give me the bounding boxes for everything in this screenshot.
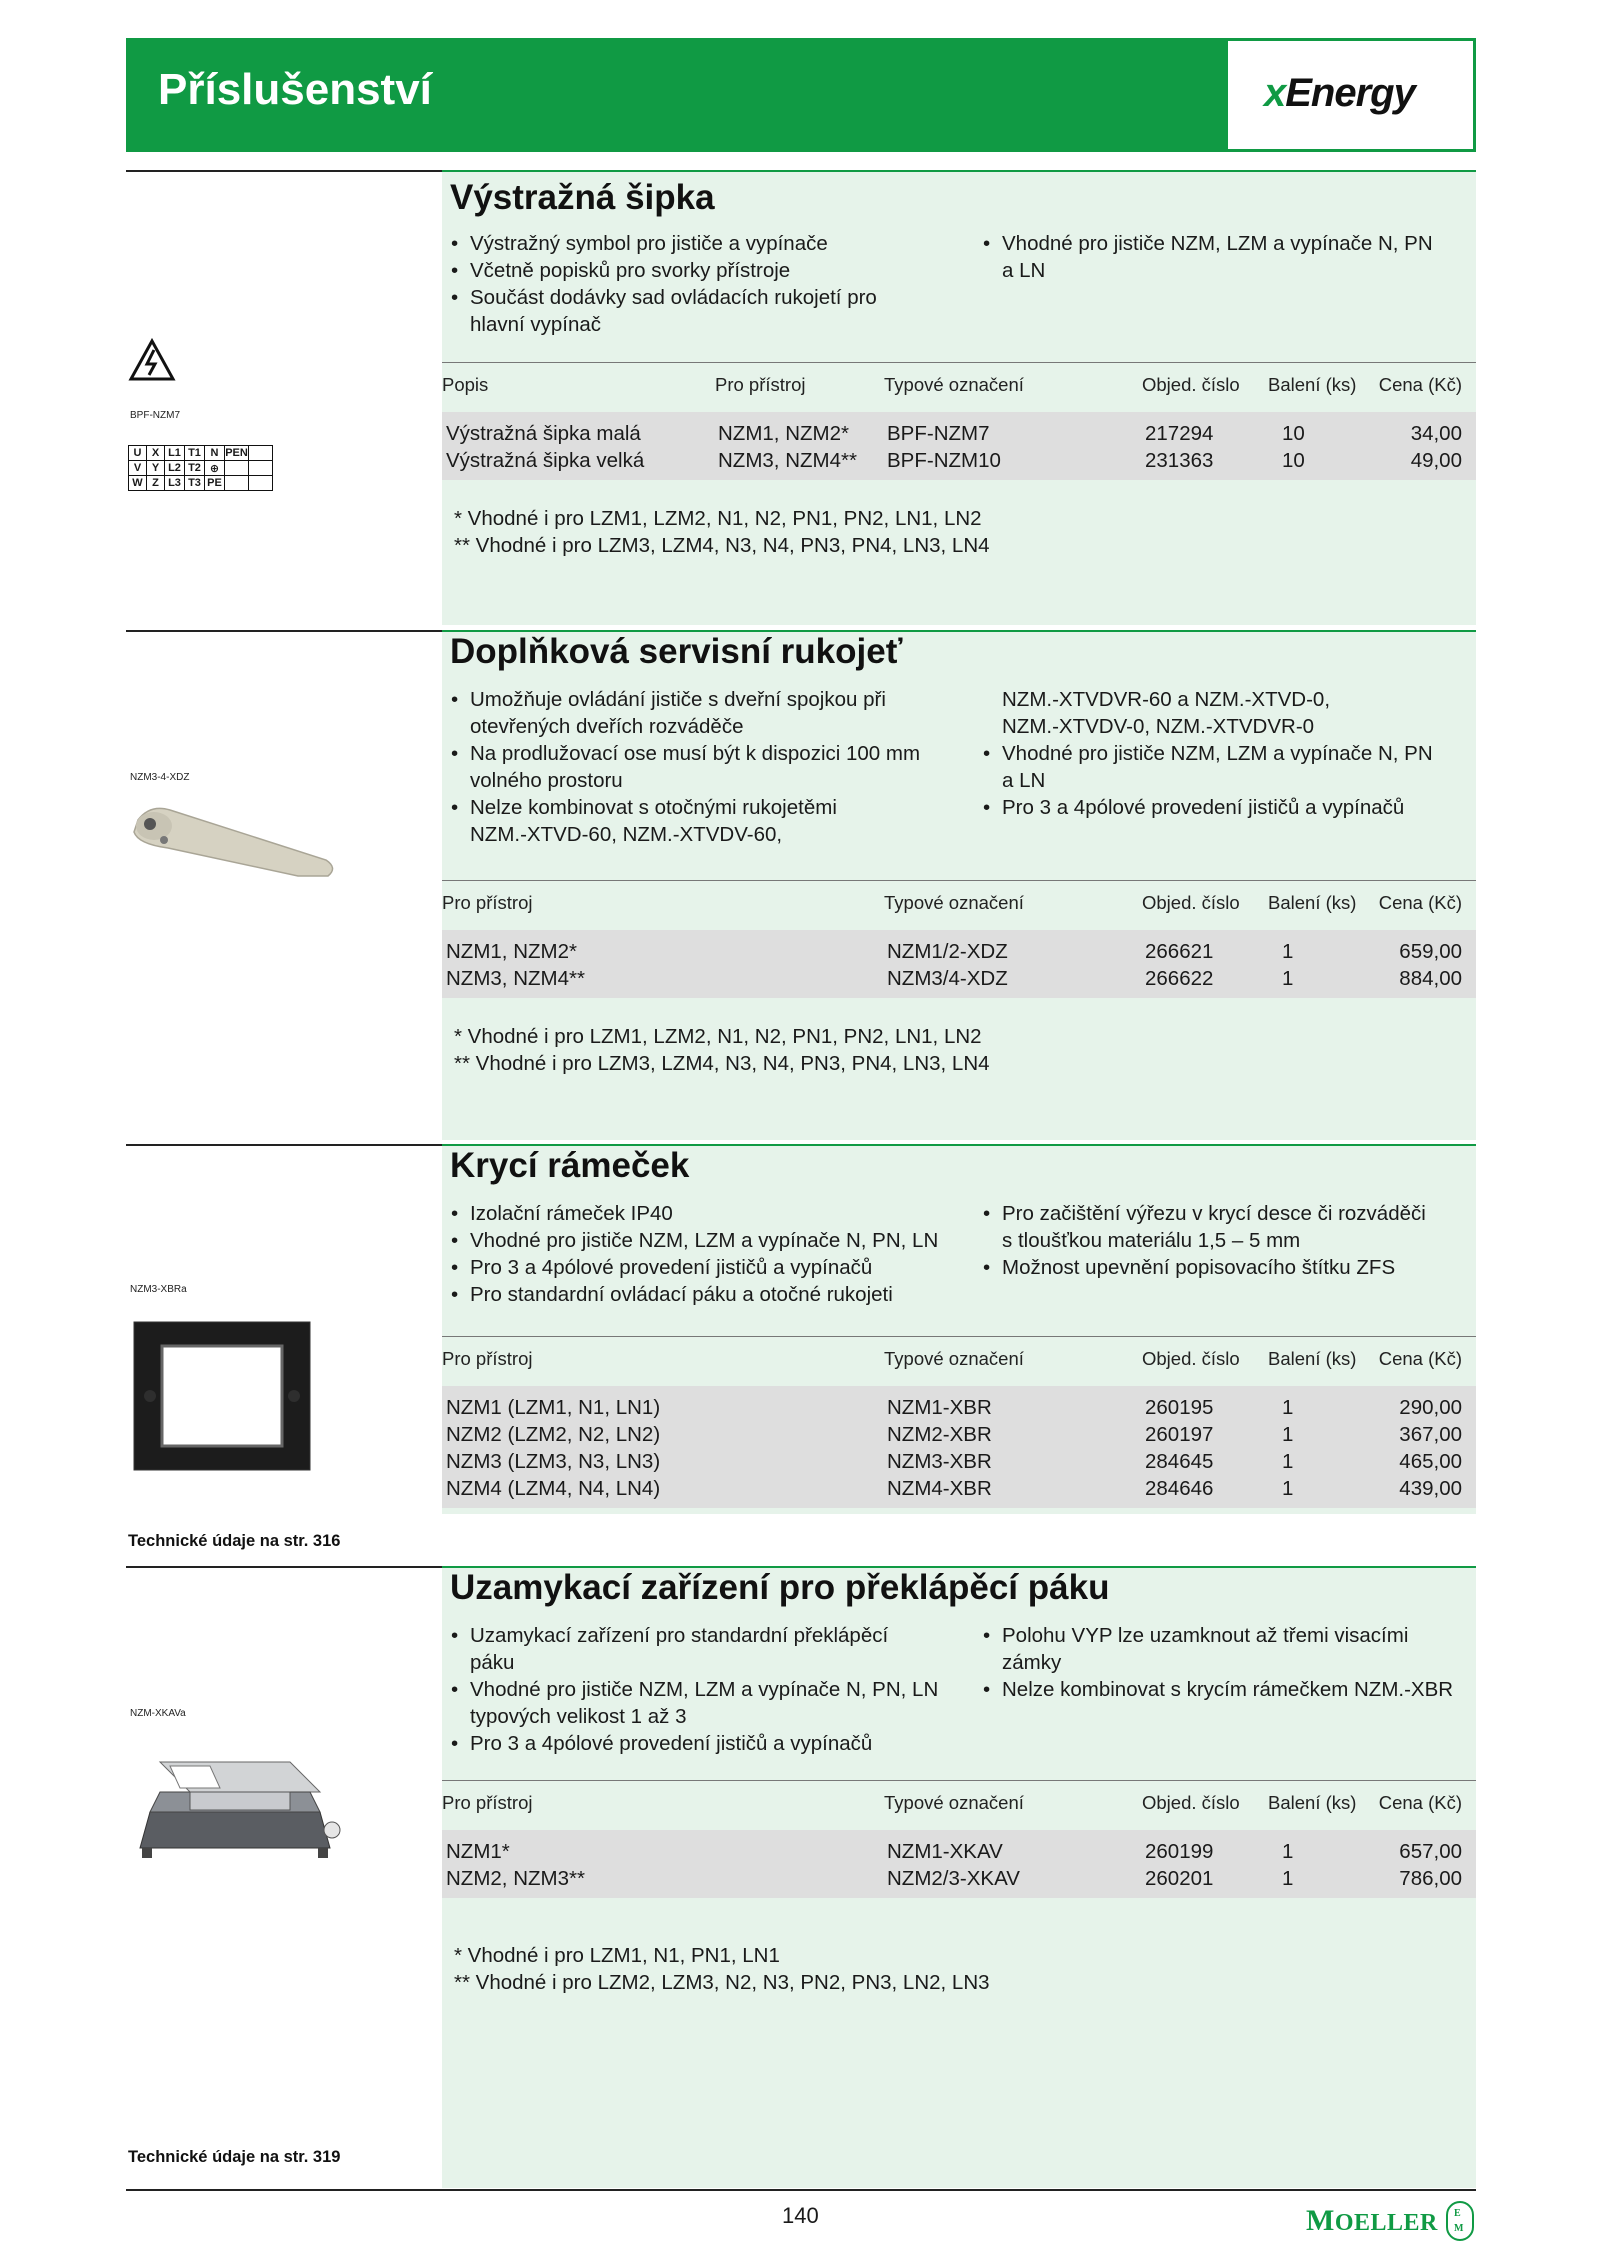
table-row: NZM2 (LZM2, N2, LN2) NZM2-XBR 260197 1 367,00 <box>446 1423 1462 1446</box>
footnotes: * Vhodné i pro LZM1, N1, PN1, LN1 ** Vhodné i pro LZM2, LZM3, N2, N3, PN2, PN3, LN2, LN3 <box>454 1944 990 1994</box>
table-header: Pro přístroj Typové označení Objed. číslo Balení (ks) Cena (Kč) <box>442 892 1462 913</box>
xenergy-logo <box>1228 41 1473 149</box>
table-row: NZM1, NZM2* NZM1/2-XDZ 266621 1 659,00 <box>446 940 1462 963</box>
section-title: Výstražná šipka <box>450 178 715 217</box>
tech-data-reference[interactable]: Technické údaje na str. 319 <box>128 2148 341 2166</box>
section-servisni-rukojet <box>126 630 1476 1140</box>
table-row: Výstražná šipka malá NZM1, NZM2* BPF-NZM7 217294 10 34,00 <box>446 422 1462 445</box>
bullet-list-left: • Uzamykací zařízení pro standardní překlápěcí páku • Vhodné pro jističe NZM, LZM a vypínače N, PN, LN typových velikost 1 až 3 • Pro 3 a 4pólové provedení jističů a vypínačů <box>450 1622 970 1757</box>
page-title: Příslušenství <box>158 65 432 114</box>
bullet-list-right: • Pro začištění výřezu v krycí desce či rozváděči s tloušťkou materiálu 1,5 – 5 mm • Možnost upevnění popisovacího štítku ZFS <box>982 1200 1462 1281</box>
bullet-list-left: • Výstražný symbol pro jističe a vypínače • Včetně popisků pro svorky přístroje • Součást dodávky sad ovládacích rukojetí pro hlavní vypínač <box>450 230 950 338</box>
section-title: Doplňková servisní rukojeť <box>450 632 903 671</box>
terminal-label-table: U X L1 T1 N PEN V Y L2 T2 ⊕ W Z L3 T3 PE <box>128 445 273 491</box>
table-row: Výstražná šipka velká NZM3, NZM4** BPF-NZM10 231363 10 49,00 <box>446 449 1462 472</box>
section-vystrazna-sipka <box>126 170 1476 625</box>
table-row: NZM3 (LZM3, N3, LN3) NZM3-XBR 284645 1 465,00 <box>446 1450 1462 1473</box>
product-table <box>442 1830 1476 1898</box>
lightning-warning-icon <box>128 338 176 382</box>
section-title: Uzamykací zařízení pro překlápěcí páku <box>450 1568 1110 1607</box>
lock-device-image <box>130 1752 346 1868</box>
bullet-list-right: NZM.-XTVDVR-60 a NZM.-XTVD-0, NZM.-XTVDV-0, NZM.-XTVDVR-0 • Vhodné pro jističe NZM, LZM a vypínače N, PN a LN • Pro 3 a 4pólové provedení jističů a vypínačů <box>982 686 1462 821</box>
product-table <box>442 1386 1476 1508</box>
table-row: NZM2, NZM3** NZM2/3-XKAV 260201 1 786,00 <box>446 1867 1462 1890</box>
page-number: 140 <box>782 2203 819 2228</box>
bullet-list-right: • Polohu VYP lze uzamknout až třemi visacími zámky • Nelze kombinovat s krycím rámečkem NZM.-XBR <box>982 1622 1462 1703</box>
table-header: Pro přístroj Typové označení Objed. číslo Balení (ks) Cena (Kč) <box>442 1792 1462 1813</box>
section-uzamykaci-zarizeni <box>126 1566 1476 2186</box>
table-row: NZM1 (LZM1, N1, LN1) NZM1-XBR 260195 1 290,00 <box>446 1396 1462 1419</box>
image-caption: BPF-NZM7 <box>130 410 180 421</box>
section-title: Krycí rámeček <box>450 1146 690 1185</box>
table-header: Pro přístroj Typové označení Objed. číslo Balení (ks) Cena (Kč) <box>442 1348 1462 1369</box>
image-caption: NZM3-4-XDZ <box>130 772 190 783</box>
bullet-list-left: • Izolační rámeček IP40 • Vhodné pro jističe NZM, LZM a vypínače N, PN, LN • Pro 3 a 4pólové provedení jističů a vypínačů • Pro standardní ovládací páku a otočné rukojeti <box>450 1200 970 1308</box>
page-header <box>126 38 1476 152</box>
bullet-list-left: • Umožňuje ovládání jističe s dveřní spojkou při otevřených dveřích rozváděče • Na prodlužovací ose musí být k dispozici 100 mm volného prostoru • Nelze kombinovat s otočnými rukojetěmi NZM.-XTVD-60, NZM.-XTVDV-60, <box>450 686 960 848</box>
image-caption: NZM3-XBRa <box>130 1284 187 1295</box>
product-table <box>442 930 1476 998</box>
bullet-list-right: • Vhodné pro jističe NZM, LZM a vypínače N, PN a LN <box>982 230 1462 284</box>
section-kryci-ramecek <box>126 1144 1476 1564</box>
table-row: NZM4 (LZM4, N4, LN4) NZM4-XBR 284646 1 439,00 <box>446 1477 1462 1500</box>
xenergy-logo-text: xEnergy <box>1264 71 1415 115</box>
cover-frame-image <box>132 1320 312 1472</box>
image-caption: NZM-XKAVa <box>130 1708 186 1719</box>
table-header: Popis Pro přístroj Typové označení Objed. číslo Balení (ks) Cena (Kč) <box>442 374 1462 395</box>
product-table <box>442 412 1476 480</box>
moeller-logo: MOELLER <box>1306 2204 1438 2237</box>
moeller-emblem-icon: E M <box>1446 2201 1474 2241</box>
footnotes: * Vhodné i pro LZM1, LZM2, N1, N2, PN1, PN2, LN1, LN2 ** Vhodné i pro LZM3, LZM4, N3, N4, PN3, PN4, LN3, LN4 <box>454 1025 990 1075</box>
table-row: NZM1* NZM1-XKAV 260199 1 657,00 <box>446 1840 1462 1863</box>
table-row: NZM3, NZM4** NZM3/4-XDZ 266622 1 884,00 <box>446 967 1462 990</box>
service-handle-image <box>128 800 338 880</box>
footnotes: * Vhodné i pro LZM1, LZM2, N1, N2, PN1, PN2, LN1, LN2 ** Vhodné i pro LZM3, LZM4, N3, N4, PN3, PN4, LN3, LN4 <box>454 507 990 557</box>
tech-data-reference[interactable]: Technické údaje na str. 316 <box>128 1532 341 1550</box>
